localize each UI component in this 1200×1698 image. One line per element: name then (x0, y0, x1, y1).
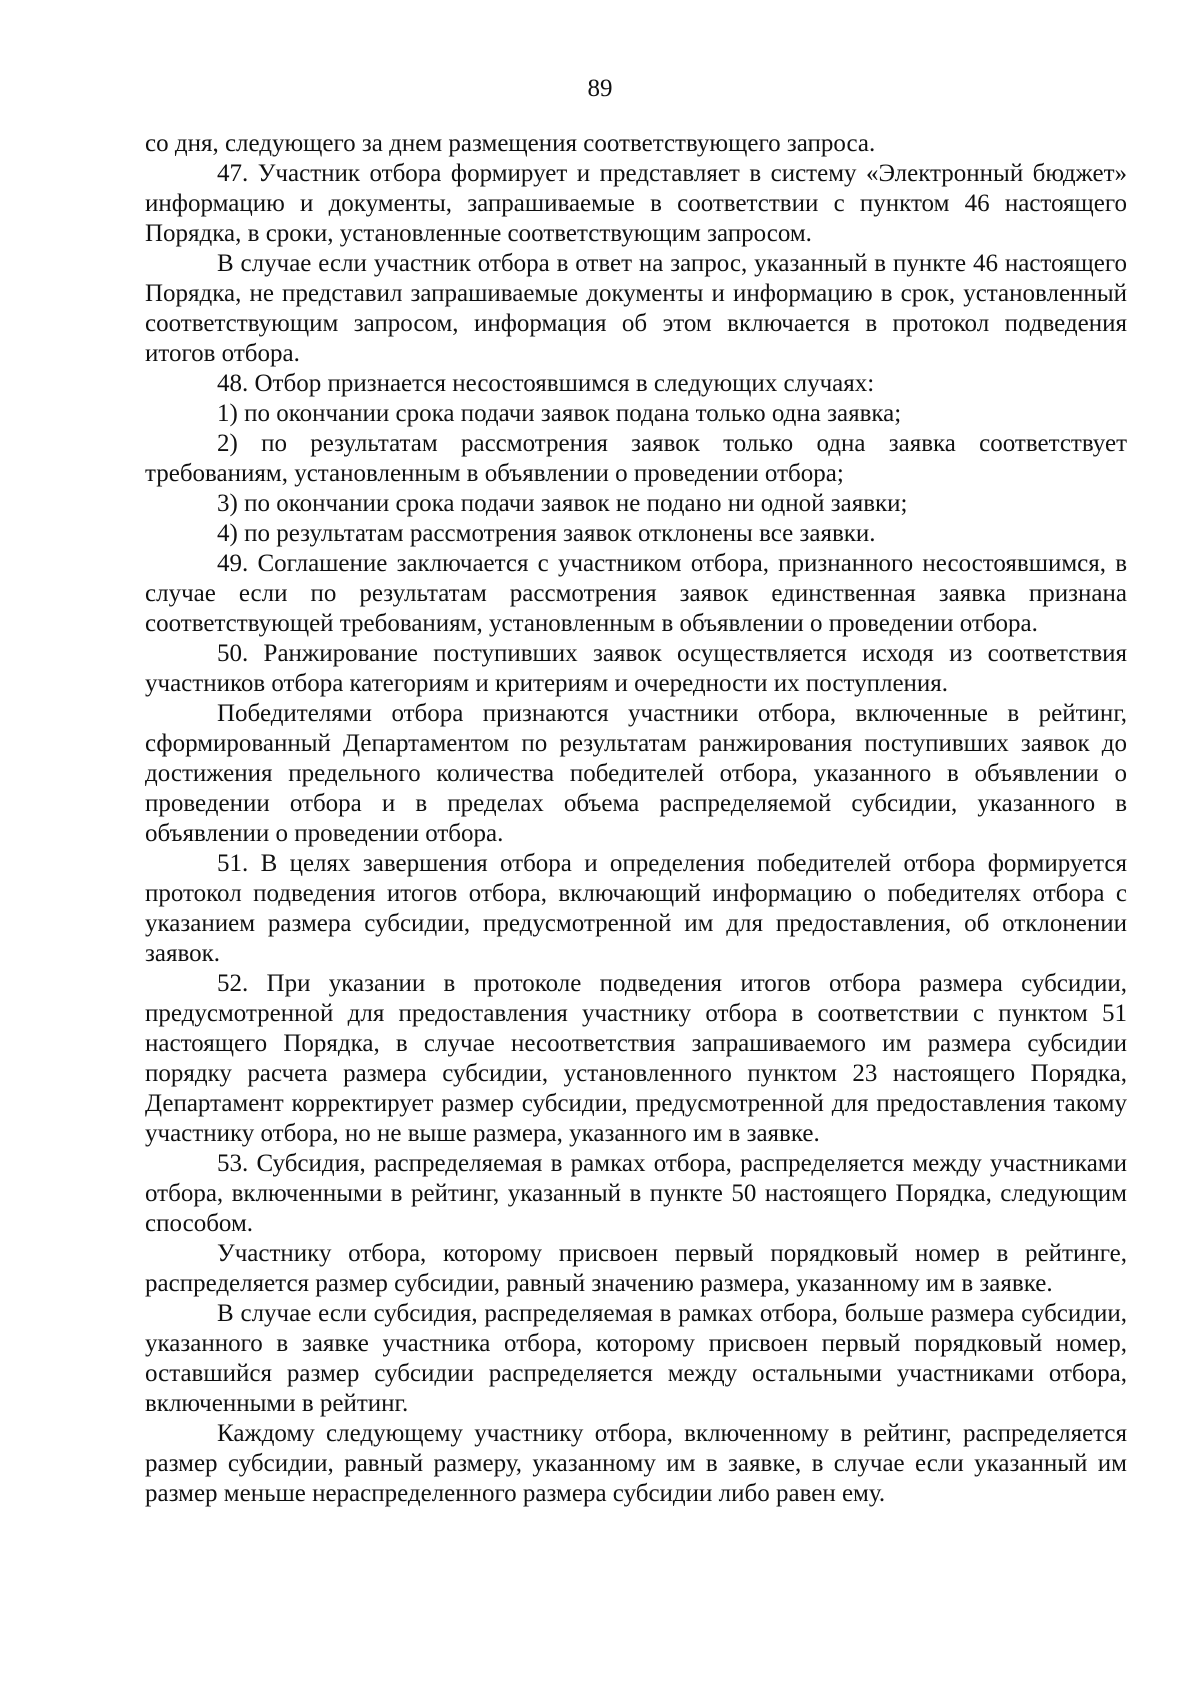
paragraph-53: 53. Субсидия, распределяемая в рамках отбора, распределяется между участниками отбора, включенными в рейтинг, указанный в пункте 50 настоящего Порядка, следующим способом. (145, 1150, 1127, 1237)
paragraph: В случае если субсидия, распределяемая в рамках отбора, больше размера субсидии, указанного в заявке участника отбора, которому присвоен первый порядковый номер, оставшийся размер субсидии распределяется между остальными участниками отбора, включенными в рейтинг. (145, 1300, 1127, 1417)
paragraph: Участнику отбора, которому присвоен первый порядковый номер в рейтинге, распределяется размер субсидии, равный значению размера, указанному им в заявке. (145, 1240, 1127, 1297)
list-item: 1) по окончании срока подачи заявок подана только одна заявка; (217, 400, 902, 427)
list-item: 3) по окончании срока подачи заявок не подано ни одной заявки; (217, 490, 908, 517)
paragraph: В случае если участник отбора в ответ на запрос, указанный в пункте 46 настоящего Порядка, не представил запрашиваемые документы и информацию в срок, установленный соответствующим запросом, информация об этом включается в протокол подведения итогов отбора. (145, 250, 1127, 367)
paragraph-50: 50. Ранжирование поступивших заявок осуществляется исходя из соответствия участников отбора категориям и критериям и очередности их поступления. (145, 640, 1127, 697)
paragraph-47: 47. Участник отбора формирует и представляет в систему «Электронный бюджет» информацию и документы, запрашиваемые в соответствии с пунктом 46 настоящего Порядка, в сроки, установленные соответствующим запросом. (145, 160, 1127, 247)
paragraph-51: 51. В целях завершения отбора и определения победителей отбора формируется протокол подведения итогов отбора, включающий информацию о победителях отбора с указанием размера субсидии, предусмотренной им для предоставления, об отклонении заявок. (145, 850, 1127, 967)
paragraph: Каждому следующему участнику отбора, включенному в рейтинг, распределяется размер субсидии, равный размеру, указанному им в заявке, в случае если указанный им размер меньше нераспределенного размера субсидии либо равен ему. (145, 1420, 1127, 1507)
document-body (145, 129, 1127, 1509)
list-item: 2) по результатам рассмотрения заявок только одна заявка соответствует требованиям, установленным в объявлении о проведении отбора; (145, 430, 1127, 487)
paragraph-52: 52. При указании в протоколе подведения итогов отбора размера субсидии, предусмотренной для предоставления участнику отбора в соответствии с пунктом 51 настоящего Порядка, в случае несоответствия запрашиваемого им размера субсидии порядку расчета размера субсидии, установленного пунктом 23 настоящего Порядка, Департамент корректирует размер субсидии, предусмотренной для предоставления такому участнику отбора, но не выше размера, указанного им в заявке. (145, 970, 1127, 1147)
paragraph-49: 49. Соглашение заключается с участником отбора, признанного несостоявшимся, в случае если по результатам рассмотрения заявок единственная заявка признана соответствующей требованиям, установленным в объявлении о проведении отбора. (145, 550, 1127, 637)
paragraph: со дня, следующего за днем размещения соответствующего запроса. (145, 130, 876, 157)
list-item: 4) по результатам рассмотрения заявок отклонены все заявки. (217, 520, 876, 547)
paragraph-48: 48. Отбор признается несостоявшимся в следующих случаях: (217, 370, 875, 397)
paragraph: Победителями отбора признаются участники отбора, включенные в рейтинг, сформированный Департаментом по результатам ранжирования поступивших заявок до достижения предельного количества победителей отбора, указанного в объявлении о проведении отбора и в пределах объема распределяемой субсидии, указанного в объявлении о проведении отбора. (145, 700, 1127, 847)
page-number: 89 (587, 75, 613, 102)
